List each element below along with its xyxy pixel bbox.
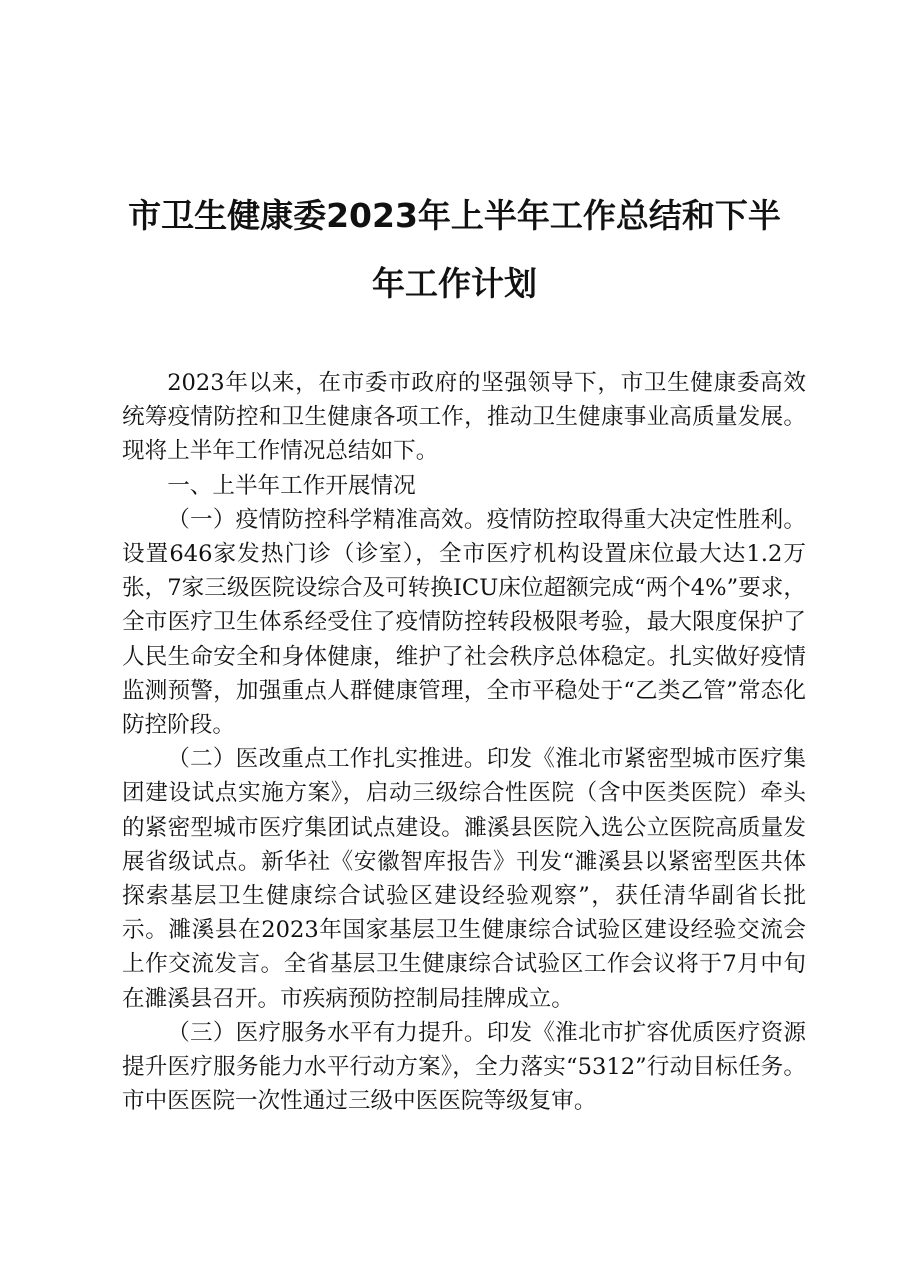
paragraph-medical-service: （三）医疗服务水平有力提升。印发《淮北市扩容优质医疗资源提升医疗服务能力水平行动方案》，全力落实“5312”行动目标任务。市中医医院一次性通过三级中医医院等级复审。	[122, 1019, 806, 1115]
document-title-line-1: 市卫生健康委2023年上半年工作总结和下半	[128, 196, 781, 235]
document-body	[122, 366, 806, 1118]
document-title-line-2: 年工作计划	[372, 264, 537, 303]
paragraph-medical-reform: （二）医改重点工作扎实推进。印发《淮北市紧密型城市医疗集团建设试点实施方案》，启动三级综合性医院（含中医类医院）牵头的紧密型城市医疗集团试点建设。濉溪县医院入选公立医院高质量发展省级试点。新华社《安徽智库报告》刊发“濉溪县以紧密型医共体探索基层卫生健康综合试验区建设经验观察”，获任清华副省长批示。濉溪县在2023年国家基层卫生健康综合试验区建设经验交流会上作交流发言。全省基层卫生健康综合试验区工作会议将于7月中旬在濉溪县召开。市疾病预防控制局挂牌成立。	[122, 746, 806, 1012]
paragraph-epidemic-control: （一）疫情防控科学精准高效。疫情防控取得重大决定性胜利。设置646家发热门诊（诊室），全市医疗机构设置床位最大达1.2万张，7家三级医院设综合及可转换ICU床位超额完成“两个4%”要求，全市医疗卫生体系经受住了疫情防控转段极限考验，最大限度保护了人民生命安全和身体健康，维护了社会秩序总体稳定。扎实做好疫情监测预警，加强重点人群健康管理，全市平稳处于“乙类乙管”常态化防控阶段。	[122, 506, 806, 739]
intro-paragraph: 2023年以来，在市委市政府的坚强领导下，市卫生健康委高效统筹疫情防控和卫生健康各项工作，推动卫生健康事业高质量发展。现将上半年工作情况总结如下。	[122, 370, 806, 465]
section-heading: 一、上半年工作开展情况	[167, 472, 416, 499]
